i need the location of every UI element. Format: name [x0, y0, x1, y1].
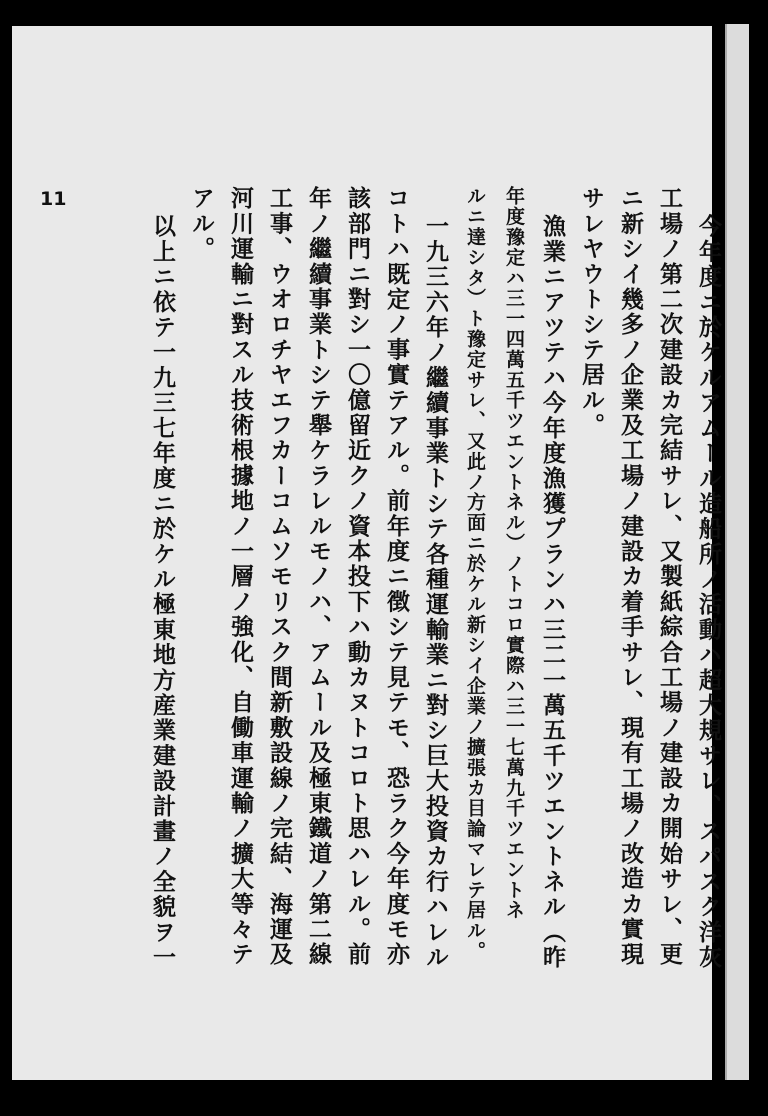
text-line: 以上ニ依テ一九三七年度ニ於ケル極東地方産業建設計畫ノ全貌ヲ一 [149, 214, 176, 970]
text-line: 年度豫定ハ三一四萬五千ツエントネル）ノトコロ實際ハ三一七萬九千ツエントネ [503, 186, 525, 921]
text-line: 工事、ウオロチヤエフカーコムソモリスク間新敷設線ノ完結、海運及 [266, 186, 293, 968]
text-line: ルニ達シタ）ト豫定サレ、又此ノ方面ニ於ケル新シイ企業ノ擴張カ目論マレテ居ル。 [464, 186, 486, 962]
text-line: 今年度ニ於ケルアムール造船所ノ活動ハ超大規サレ、スパスク洋灰 [695, 214, 722, 970]
text-line: コトハ既定ノ事實テアル。前年度ニ徴シテ見テモ、恐ラク今年度モ亦 [383, 186, 410, 968]
text-line: 工場ノ第二次建設カ完結サレ、又製紙綜合工場ノ建設カ開始サレ、更 [656, 186, 683, 968]
text-line: アル。 [188, 186, 215, 262]
text-line: 漁業ニアツテハ今年度漁獲プランハ三二一萬五千ツエントネル（昨 [539, 214, 566, 970]
text-line: 該部門ニ對シ一〇億留近クノ資本投下ハ動カヌトコロト思ハレル。前 [344, 186, 371, 968]
adjacent-page-edge [725, 24, 749, 1080]
text-line: 一九三六年ノ繼續事業トシテ各種運輸業ニ對シ巨大投資カ行ハレル [422, 214, 449, 970]
text-line: 河川運輸ニ對スル技術根據地ノ一層ノ強化、自働車運輸ノ擴大等々テ [227, 186, 254, 968]
text-line: ニ新シイ幾多ノ企業及工場ノ建設カ着手サレ、現有工場ノ改造カ實現 [617, 186, 644, 968]
text-line: 年ノ繼續事業トシテ舉ケラレルモノハ、アムール及極東鐵道ノ第二線 [305, 186, 332, 968]
page-number: 11 [40, 188, 67, 210]
vertical-text-body [143, 186, 728, 1046]
text-line: サレヤウトシテ居ル。 [578, 186, 605, 438]
